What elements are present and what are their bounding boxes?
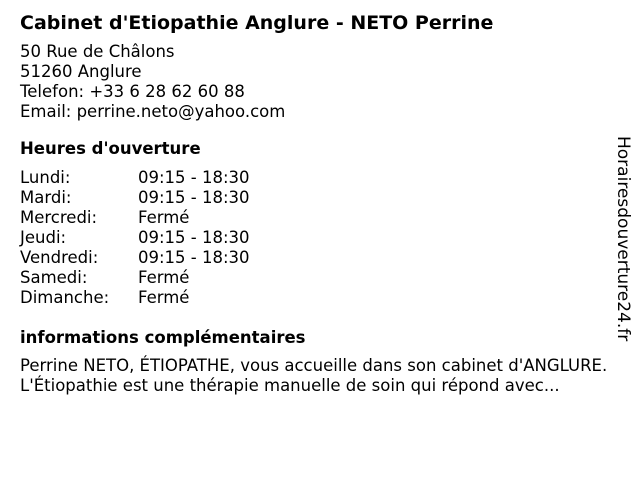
- day-label: Samedi:: [20, 268, 88, 287]
- business-card: [20, 10, 610, 396]
- day-label: Mardi:: [20, 188, 72, 207]
- time-value: 09:15 - 18:30: [138, 188, 250, 207]
- time-value: Fermé: [138, 208, 190, 227]
- time-value: 09:15 - 18:30: [138, 248, 250, 267]
- hours-row-monday: [20, 168, 610, 188]
- hours-row-saturday: [20, 268, 610, 288]
- street-address: 50 Rue de Châlons: [20, 42, 175, 61]
- hours-row-thursday: [20, 228, 610, 248]
- hours-row-tuesday: [20, 188, 610, 208]
- hours-row-sunday: [20, 288, 610, 308]
- day-label: Vendredi:: [20, 248, 99, 267]
- site-brand-text: Horairesdouverture24.fr: [613, 136, 633, 342]
- hours-row-wednesday: [20, 208, 610, 228]
- time-value: Fermé: [138, 268, 190, 287]
- email-line: Email: perrine.neto@yahoo.com: [20, 102, 286, 121]
- city-postcode: 51260 Anglure: [20, 62, 142, 81]
- phone-line: Telefon: +33 6 28 62 60 88: [20, 82, 245, 101]
- hours-row-friday: [20, 248, 610, 268]
- contact-block: [20, 42, 610, 122]
- site-watermark: [610, 136, 636, 346]
- day-label: Jeudi:: [20, 228, 67, 247]
- hours-heading: Heures d'ouverture: [20, 139, 201, 158]
- time-value: Fermé: [138, 288, 190, 307]
- time-value: 09:15 - 18:30: [138, 228, 250, 247]
- hours-table: [20, 168, 610, 308]
- business-name: Cabinet d'Etiopathie Anglure - NETO Perrine: [20, 12, 494, 34]
- day-label: Dimanche:: [20, 288, 110, 307]
- day-label: Lundi:: [20, 168, 71, 187]
- time-value: 09:15 - 18:30: [138, 168, 250, 187]
- day-label: Mercredi:: [20, 208, 98, 227]
- info-description: Perrine NETO, ÉTIOPATHE, vous accueille dans son cabinet d'ANGLURE. L'Étiopathie est une thérapie manuelle de soin qui répond avec...: [20, 356, 608, 395]
- info-heading: informations complémentaires: [20, 328, 306, 347]
